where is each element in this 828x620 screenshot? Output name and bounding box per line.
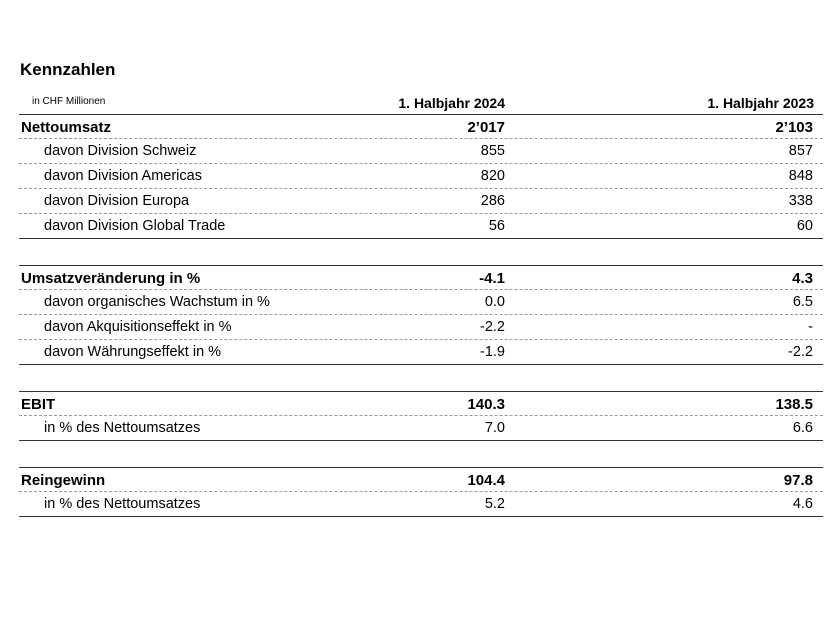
value-2024: 5.2 — [484, 496, 505, 512]
value-2023: 97.8 — [783, 472, 813, 489]
value-2023: 60 — [796, 218, 813, 234]
value-2023: 2’103 — [775, 119, 813, 136]
value-2023: 338 — [788, 193, 813, 209]
table-row — [19, 416, 823, 441]
row-label: EBIT — [21, 396, 56, 413]
value-2023: 6.6 — [792, 420, 813, 436]
value-2023: 4.3 — [792, 270, 813, 287]
table-row — [19, 214, 823, 239]
table-row — [19, 340, 823, 365]
value-2024: -1.9 — [480, 344, 505, 360]
value-2023: 857 — [788, 143, 813, 159]
section-header-row — [19, 114, 823, 139]
row-label: in % des Nettoumsatzes — [44, 420, 201, 436]
value-2023: 138.5 — [775, 396, 813, 413]
row-label: davon Währungseffekt in % — [44, 344, 222, 360]
unit-label: in CHF Millionen — [32, 96, 106, 107]
row-label: in % des Nettoumsatzes — [44, 496, 201, 512]
value-2024: 104.4 — [467, 472, 505, 489]
value-2024: 2’017 — [467, 119, 505, 136]
column-header-2024: 1. Halbjahr 2024 — [398, 95, 505, 111]
value-2024: 140.3 — [467, 396, 505, 413]
value-2023: 4.6 — [792, 496, 813, 512]
page-title: Kennzahlen — [20, 60, 116, 79]
value-2024: 7.0 — [484, 420, 505, 436]
table-row — [19, 492, 823, 517]
table-row — [19, 315, 823, 340]
value-2023: - — [808, 319, 813, 335]
row-label: davon Division Schweiz — [44, 143, 197, 159]
value-2024: -4.1 — [479, 270, 505, 287]
row-label: davon Akquisitionseffekt in % — [44, 319, 232, 335]
row-label: Nettoumsatz — [21, 119, 112, 136]
value-2024: -2.2 — [480, 319, 505, 335]
table-row — [19, 189, 823, 214]
section-spacer — [19, 239, 823, 265]
table-row — [19, 139, 823, 164]
value-2024: 56 — [488, 218, 505, 234]
value-2023: -2.2 — [788, 344, 813, 360]
row-label: Reingewinn — [21, 472, 106, 489]
section-spacer — [19, 441, 823, 467]
value-2024: 820 — [480, 168, 505, 184]
section-header-row — [19, 467, 823, 492]
row-label: davon Division Global Trade — [44, 218, 226, 234]
row-label: davon Division Europa — [44, 193, 190, 209]
value-2023: 848 — [788, 168, 813, 184]
row-label: davon Division Americas — [44, 168, 202, 184]
row-label: Umsatzveränderung in % — [21, 270, 201, 287]
row-label: davon organisches Wachstum in % — [44, 294, 270, 310]
value-2023: 6.5 — [792, 294, 813, 310]
value-2024: 0.0 — [484, 294, 505, 310]
value-2024: 286 — [480, 193, 505, 209]
section-spacer — [19, 365, 823, 391]
column-header-2023: 1. Halbjahr 2023 — [707, 95, 814, 111]
value-2024: 855 — [480, 143, 505, 159]
table-row — [19, 290, 823, 315]
section-header-row — [19, 391, 823, 416]
section-header-row — [19, 265, 823, 290]
kennzahlen-table — [19, 114, 823, 517]
table-row — [19, 164, 823, 189]
